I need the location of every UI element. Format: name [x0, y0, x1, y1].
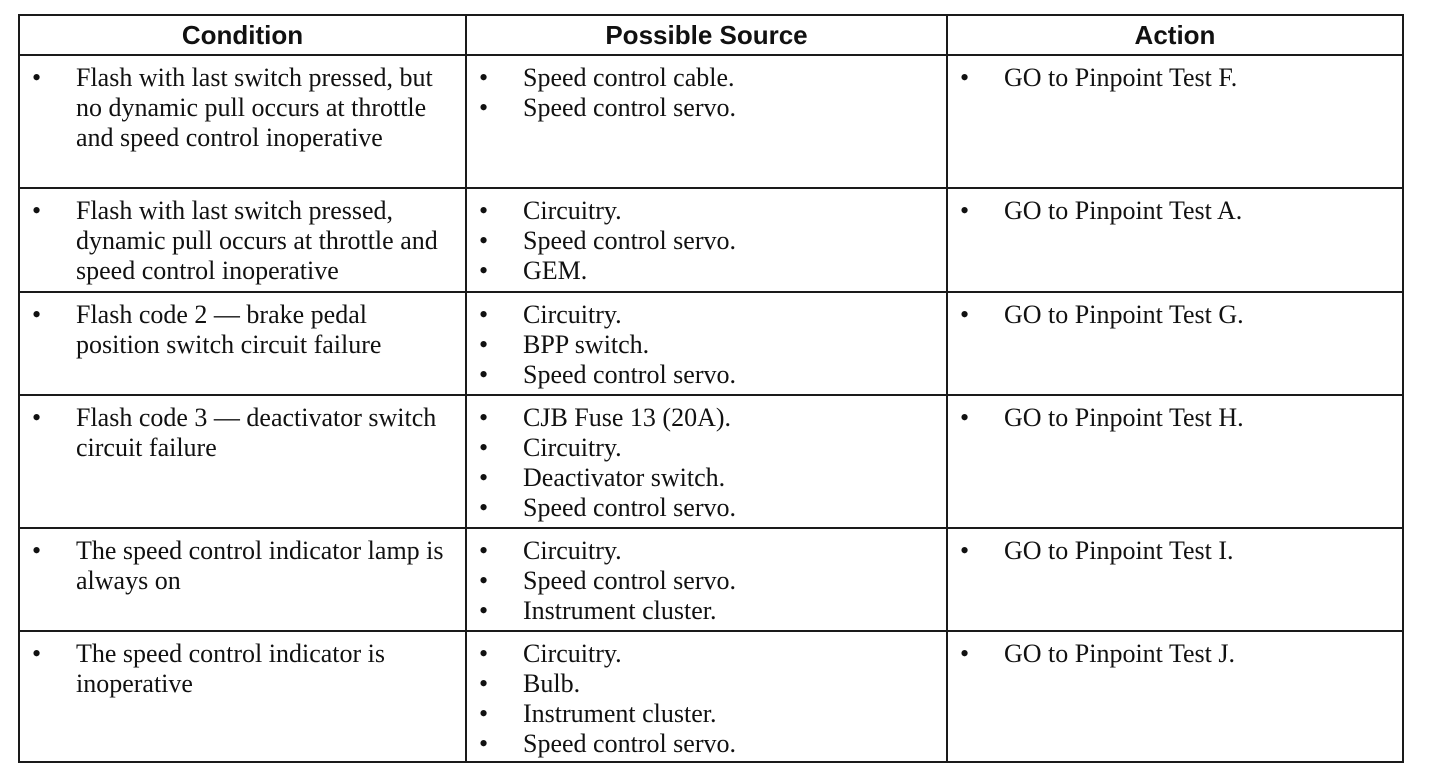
action-cell: [947, 528, 1403, 631]
source-item: • Instrument cluster.: [479, 699, 938, 729]
action-text: • GO to Pinpoint Test I.: [960, 536, 1394, 566]
table-row: [19, 292, 1403, 395]
source-item: • Circuitry.: [479, 639, 938, 669]
header-possible-source: Possible Source: [466, 15, 947, 55]
action-text: • GO to Pinpoint Test A.: [960, 196, 1394, 226]
source-item: • Circuitry.: [479, 196, 938, 226]
condition-list: [32, 403, 457, 463]
header-action: Action: [947, 15, 1403, 55]
source-item: • Deactivator switch.: [479, 463, 938, 493]
table-row: [19, 55, 1403, 188]
action-text: • GO to Pinpoint Test J.: [960, 639, 1394, 669]
action-text: • GO to Pinpoint Test H.: [960, 403, 1394, 433]
action-cell: [947, 55, 1403, 188]
condition-text: • The speed control indicator lamp is always on: [32, 536, 457, 596]
source-item: • Speed control servo.: [479, 566, 938, 596]
condition-cell: [19, 188, 466, 292]
action-cell: [947, 188, 1403, 292]
condition-text: • Flash code 3 — deactivator switch circuit failure: [32, 403, 457, 463]
source-list: [479, 196, 938, 286]
action-cell: [947, 631, 1403, 762]
action-list: [960, 196, 1394, 226]
source-list: [479, 63, 938, 123]
condition-text: • Flash code 2 — brake pedal position switch circuit failure: [32, 300, 457, 360]
table-row: [19, 528, 1403, 631]
source-item: • Speed control servo.: [479, 493, 938, 523]
diagnosis-table: [18, 14, 1404, 763]
source-item: • Speed control servo.: [479, 360, 938, 390]
source-item: • CJB Fuse 13 (20A).: [479, 403, 938, 433]
source-list: [479, 639, 938, 759]
condition-list: [32, 300, 457, 360]
table-body: [19, 55, 1403, 762]
source-item: • Bulb.: [479, 669, 938, 699]
action-text: • GO to Pinpoint Test G.: [960, 300, 1394, 330]
header-row: [19, 15, 1403, 55]
condition-cell: [19, 292, 466, 395]
action-list: [960, 403, 1394, 433]
source-list: [479, 536, 938, 626]
table-header: [19, 15, 1403, 55]
source-cell: [466, 631, 947, 762]
source-item: • GEM.: [479, 256, 938, 286]
header-condition: Condition: [19, 15, 466, 55]
source-cell: [466, 395, 947, 528]
condition-text: • Flash with last switch pressed, but no dynamic pull occurs at throttle and speed control inoperative: [32, 63, 457, 153]
condition-text: • The speed control indicator is inoperative: [32, 639, 457, 699]
source-list: [479, 403, 938, 523]
source-item: • Speed control cable.: [479, 63, 938, 93]
source-cell: [466, 292, 947, 395]
table-row: [19, 395, 1403, 528]
source-item: • Instrument cluster.: [479, 596, 938, 626]
condition-cell: [19, 631, 466, 762]
source-list: [479, 300, 938, 390]
source-item: • Speed control servo.: [479, 93, 938, 123]
condition-list: [32, 536, 457, 596]
action-list: [960, 300, 1394, 330]
table-row: [19, 188, 1403, 292]
action-list: [960, 63, 1394, 93]
condition-list: [32, 196, 457, 286]
condition-cell: [19, 55, 466, 188]
source-cell: [466, 188, 947, 292]
source-cell: [466, 55, 947, 188]
action-list: [960, 639, 1394, 669]
condition-cell: [19, 395, 466, 528]
source-item: • Circuitry.: [479, 300, 938, 330]
table-row: [19, 631, 1403, 762]
condition-list: [32, 63, 457, 153]
condition-cell: [19, 528, 466, 631]
source-item: • BPP switch.: [479, 330, 938, 360]
action-list: [960, 536, 1394, 566]
source-cell: [466, 528, 947, 631]
source-item: • Circuitry.: [479, 433, 938, 463]
source-item: • Speed control servo.: [479, 226, 938, 256]
action-text: • GO to Pinpoint Test F.: [960, 63, 1394, 93]
source-item: • Circuitry.: [479, 536, 938, 566]
condition-list: [32, 639, 457, 699]
action-cell: [947, 292, 1403, 395]
source-item: • Speed control servo.: [479, 729, 938, 759]
action-cell: [947, 395, 1403, 528]
condition-text: • Flash with last switch pressed, dynamic pull occurs at throttle and speed control inoperative: [32, 196, 457, 286]
